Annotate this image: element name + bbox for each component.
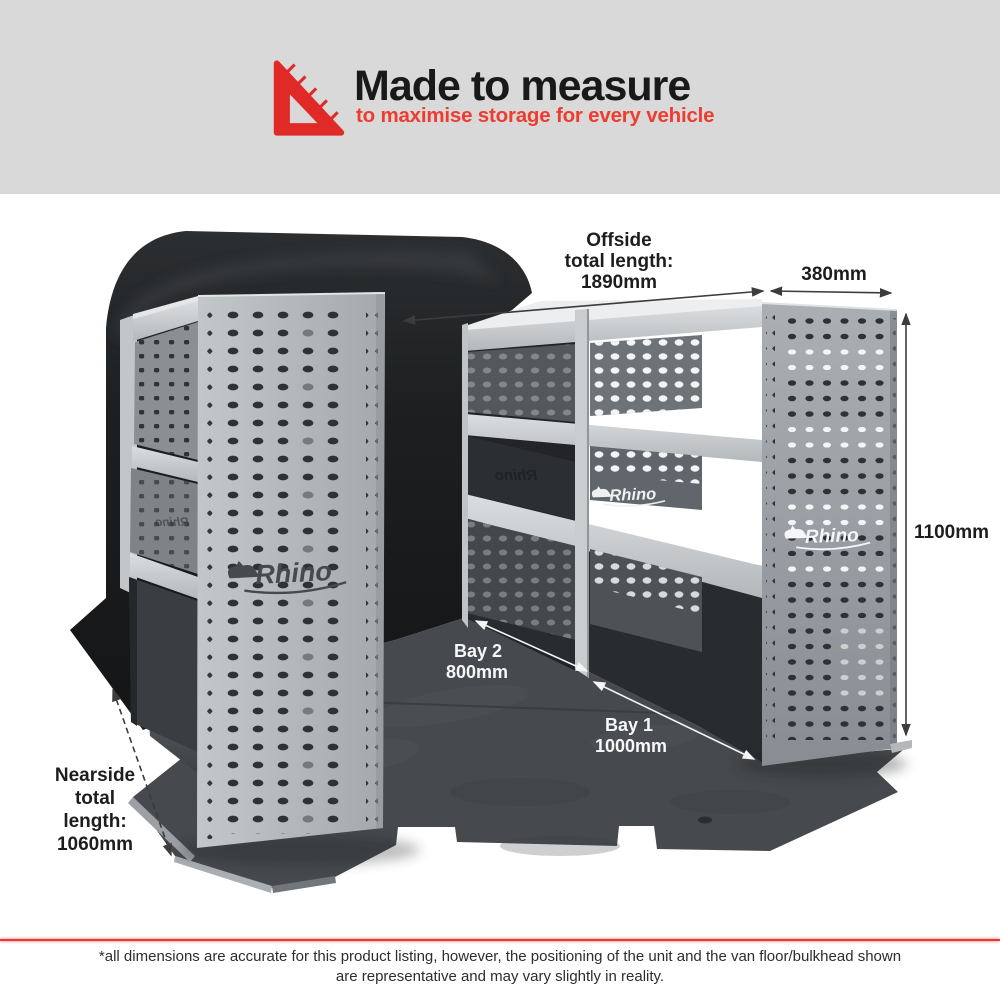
- left-upper-back-holes: [134, 322, 198, 460]
- bay-divider-upright: [575, 309, 589, 678]
- depth-dimension: [771, 264, 891, 293]
- nearside-label-2: total: [74, 788, 116, 809]
- header-title: Made to measure: [354, 62, 691, 110]
- header-subtitle: to maximise storage for every vehicle: [356, 104, 715, 127]
- nearside-label-1: Nearside: [54, 765, 136, 786]
- bay2-label-1: Bay 2: [453, 641, 503, 661]
- offside-label-2: total length:: [564, 251, 674, 272]
- depth-dim-line: [771, 291, 891, 293]
- svg-text:Rhino: Rhino: [804, 525, 860, 548]
- left-ghost-logo: Rhino: [155, 515, 189, 529]
- bay2-ghost-logo: Rhino: [494, 467, 538, 484]
- bay2-upper-panel-holes: [467, 344, 576, 422]
- nearside-label-4: 1060mm: [56, 834, 134, 855]
- bay1-label-1: Bay 1: [604, 715, 654, 735]
- bay1-panels: [590, 335, 702, 652]
- bay2-panels: [467, 344, 576, 640]
- svg-text:Rhino: Rhino: [609, 485, 657, 505]
- disclaimer-line-2: are representative and may vary slightly in reality.: [335, 968, 665, 985]
- depth-label: 380mm: [801, 264, 867, 285]
- height-label: 1100mm: [914, 522, 990, 543]
- offside-label-3: 1890mm: [580, 272, 658, 293]
- bay1-label-2: 1000mm: [594, 736, 668, 756]
- disclaimer-line-1: *all dimensions are accurate for this product listing, however, the positioning of the unit and the van floor/bulkhead shown: [98, 948, 902, 965]
- unit-left-upright: [462, 323, 468, 628]
- left-cabinet-front: [129, 577, 198, 752]
- footer-divider-line: [0, 939, 1000, 941]
- height-dimension: [906, 314, 989, 735]
- offside-end-panel: [737, 303, 912, 777]
- floor-bolt-hole: [698, 817, 712, 824]
- svg-text:Rhino: Rhino: [254, 556, 333, 590]
- nearside-label-3: length:: [63, 811, 127, 832]
- bay2-label-2: 800mm: [445, 662, 509, 682]
- bay1-upper-panel-holes: [590, 335, 702, 416]
- offside-label-1: Offside: [586, 230, 652, 251]
